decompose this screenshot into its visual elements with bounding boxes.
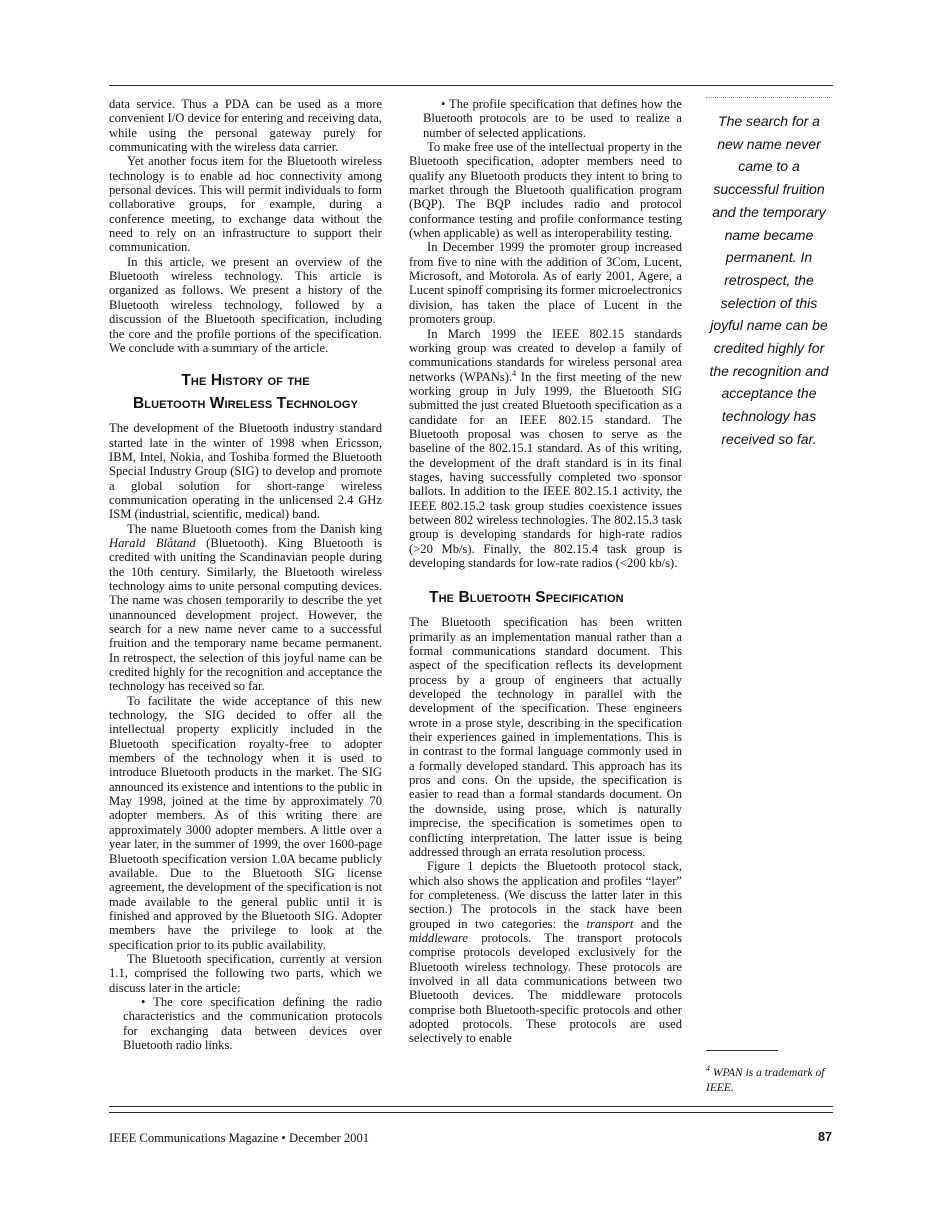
section-heading-history [109, 369, 382, 415]
section-heading-specification: The Bluetooth Specification [429, 589, 624, 607]
paragraph: To make free use of the intellectual property in the Bluetooth specification, adopter members need to qualify any Bluetooth products they intent to bring to market through the Bluetooth qualification program (BQP). The BQP includes radio and protocol conformance testing and profile conformance testing (when applicable) as well as interoperability testing. [409, 140, 682, 241]
italic-term: transport [586, 916, 634, 931]
sidebar-divider [706, 97, 832, 104]
list-item: • The profile specification that defines how the Bluetooth protocols are to be used to realize a number of selected applications. [423, 97, 682, 140]
paragraph: To facilitate the wide acceptance of this new technology, the SIG decided to offer all the intellectual property explicitly included in the Bluetooth specification royalty-free to adopter members of the technology when it is used to introduce Bluetooth products in the market. The SIG announced its existence and intentions to the public in May 1998, joined at the time by approximately 70 adopter members. As of this writing there are approximately 3000 adopter members. A little over a year later, in the summer of 1999, the over 1600-page Bluetooth specification version 1.0A became publicly available. Due to the Bluetooth SIG license agreement, the development of the specification is not made available to the general public until it is finished and approved by the Bluetooth SIG. Adopter members have the privilege to look at the specification prior to its public availability. [109, 693, 382, 952]
paragraph: Yet another focus item for the Bluetooth wireless technology is to enable ad hoc connectivity among personal devices. This will permit individuals to form collaborative groups, for example, during a conference meeting, to exchange data without the need to rely on an infrastructure to support their communication. [109, 154, 382, 255]
text-run: Figure 1 depicts the Bluetooth protocol stack, which also shows the application and profiles “layer” for completeness. (We discuss the latter later in this section.) The protocols in the stack have been grouped in two categories: the [409, 859, 682, 931]
italic-term: middleware [409, 930, 468, 945]
page-number: 87 [817, 1130, 832, 1144]
sidebar [706, 97, 832, 451]
heading-line: Bluetooth Wireless Technology [132, 395, 359, 413]
text-run: and the [633, 916, 682, 931]
footnote-text: WPAN is a trademark of IEEE. [706, 1067, 825, 1094]
heading-line: The History of the [181, 372, 310, 390]
journal-footer: IEEE Communications Magazine • December 2001 [109, 1131, 370, 1145]
footnote [706, 1066, 836, 1095]
text-run: In the first meeting of the new working group in July 1999, the Bluetooth SIG submitted the just created Bluetooth specification as a candidate for an IEEE 802.15 standard. The Bluetooth proposal was chosen to serve as the baseline of the 802.15.1 standard. As of this writing, the development of the draft standard is in its final stages, having successfully completed two sponsor ballots. In addition to the IEEE 802.15.1 activity, the IEEE 802.15.2 task group studies coexistence issues between 802 wireless technologies. The 802.15.3 task group is developing standards for high-rate radios (>20 Mb/s). Finally, the 802.15.4 task group is developing standards for low-rate radios (<200 kb/s). [409, 369, 682, 570]
header-rule [109, 85, 833, 86]
footer-rule-bottom [109, 1112, 833, 1113]
text-run: protocols. The transport protocols comprise protocols developed exclusively for the Bluetooth wireless technology. These protocols are involved in all data communications between two Bluetooth devices. The middleware protocols comprise both Bluetooth-specific protocols and other adopted protocols. These protocols are used selectively to enable [409, 930, 682, 1046]
paragraph: data service. Thus a PDA can be used as a more convenient I/O device for entering and receiving data, while using the personal gateway purely for communicating with the wireless data carrier. [109, 97, 382, 155]
right-column [409, 97, 682, 1046]
pull-quote: The search for a new name never came to a successful fruition and the temporary name became permanent. In retrospect, the selection of this joyful name can be credited highly for the recognition and acceptance the technology has received so far. [709, 113, 829, 447]
text-run: (Bluetooth). King Bluetooth is credited with uniting the Scandinavian people during the 10th century. Similarly, the Bluetooth wireless technology aims to unite personal computing devices. The name was chosen temporarily to describe the yet unannounced development project. However, the search for a new name never came to a successful fruition and the temporary name became permanent. In retrospect, the selection of this joyful name can be credited highly for the recognition and acceptance the technology has received so far. [109, 535, 382, 694]
paragraph [409, 859, 682, 1045]
text-run: In March 1999 the IEEE 802.15 standards working group was created to develop a family of communications standards for wireless personal area networks (WPANs). [409, 326, 682, 384]
italic-name: Harald Blåtand [109, 535, 196, 550]
paragraph: The Bluetooth specification, currently at version 1.1, comprised the following two parts, which we discuss later in the article: [109, 951, 382, 995]
footnote-ref: 4 [512, 368, 517, 378]
footer-rule-top [109, 1106, 833, 1107]
paragraph: In this article, we present an overview of the Bluetooth wireless technology. This article is organized as follows. We present a history of the Bluetooth wireless technology, followed by a discussion of the Bluetooth specification, including the core and the profile portions of the specification. We conclude with a summary of the article. [109, 254, 382, 355]
footnote-mark: 4 [706, 1064, 710, 1074]
paragraph: In December 1999 the promoter group increased from five to nine with the addition of 3Com, Lucent, Microsoft, and Motorola. As of early 2001, Agere, a Lucent spinoff comprising its former microelectronics division, has taken the place of Lucent in the promoters group. [409, 240, 682, 327]
paragraph: The Bluetooth specification has been written primarily as an implementation manual rather than a formal communications standard document. This aspect of the specification reflects its development process by a group of engineers that actually developed the technology in parallel with the development of the specification. These engineers wrote in a prose style, describing in the specification their experiences gained in implementations. This is in contrast to the formal language commonly used in a formally developed standard. This approach has its pros and cons. On the upside, the specification is easier to read than a formal standards document. On the downside, using prose, which is naturally imprecise, the specification is sometimes open to conflicting interpretation. The latter issue is being addressed through an errata resolution process. [409, 615, 682, 859]
paragraph [409, 327, 682, 571]
text-run: The name Bluetooth comes from the Danish king [127, 521, 382, 536]
left-column [109, 97, 382, 1052]
paragraph [109, 522, 382, 694]
footnote-rule [706, 1050, 778, 1051]
list-item: • The core specification defining the radio characteristics and the communication protocols for exchanging data between devices over Bluetooth radio links. [123, 994, 382, 1052]
paragraph: The development of the Bluetooth industry standard started late in the winter of 1998 when Ericsson, IBM, Intel, Nokia, and Toshiba formed the Bluetooth Special Industry Group (SIG) to develop and promote a global solution for short-range wireless communication operating in the unlicensed 2.4 GHz ISM (industrial, scientific, medical) band. [109, 421, 382, 522]
